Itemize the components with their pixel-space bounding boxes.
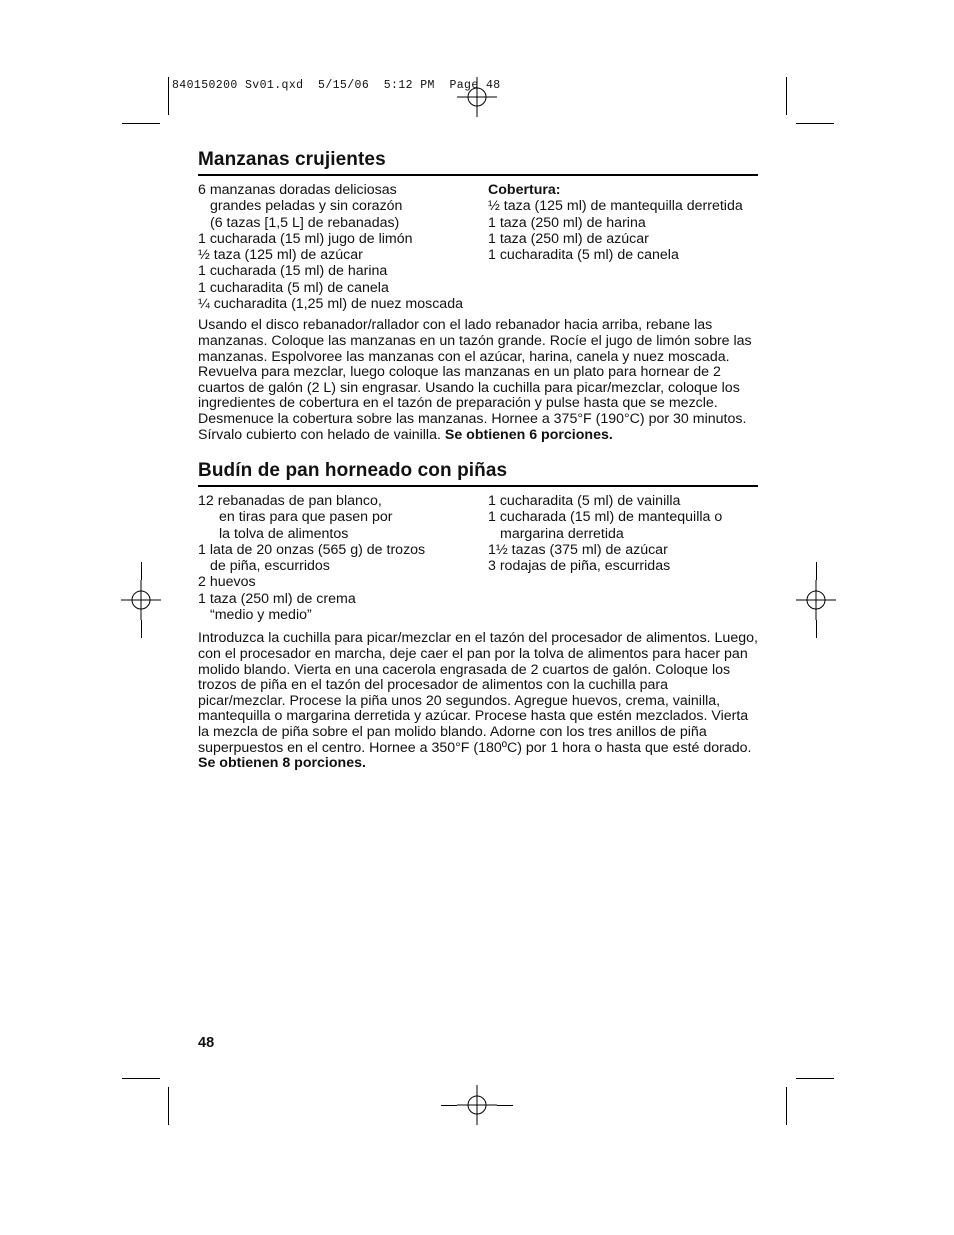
ingredient-line: 1 cucharada (15 ml) de harina [198,263,388,280]
ingredient-line: ½ taza (125 ml) de azúcar [198,247,363,264]
ingredients [198,182,758,312]
ingredient-line: 2 huevos [198,574,256,591]
ingredient-line: 1 cucharada (15 ml) de mantequilla o [488,509,723,526]
recipe-manzanas [198,149,758,457]
registration-mark-left [121,580,161,620]
ingredient-line: ¼ cucharadita (1,25 ml) de nuez moscada [198,296,463,313]
ingredient-line: la tolva de alimentos [219,525,349,542]
crop-mark-bottom-left-h [122,1078,160,1079]
ingredient-line: 1 cucharadita (5 ml) de vainilla [488,493,681,509]
ingredient-line: margarina derretida [500,525,624,542]
registration-arm-bottom-left [441,1105,457,1106]
recipe-title: Budín de pan horneado con piñas [198,460,758,487]
servings: Se obtienen 8 porciones. [198,755,366,772]
ingredient-line: 1 taza (250 ml) de harina [488,214,646,231]
ingredient-line: ½ taza (125 ml) de mantequilla derretida [488,198,743,215]
instructions [198,318,758,443]
servings: Se obtienen 6 porciones. [444,426,613,443]
ingredient-line: 1 cucharadita (5 ml) de canela [198,279,389,296]
page-number: 48 [198,1035,215,1051]
ingredient-line: 12 rebanadas de pan blanco, [198,493,382,509]
ingredient-line: 1 taza (250 ml) de azúcar [488,230,649,247]
crop-mark-bottom-right-v [786,1087,787,1125]
ingredient-line: de piña, escurridos [210,558,330,575]
ingredient-line: 1½ tazas (375 ml) de azúcar [488,541,668,558]
registration-arm-bottom-right [497,1105,513,1106]
ingredients [198,493,758,623]
ingredients-right [488,182,758,312]
ingredient-line: 1 cucharada (15 ml) jugo de limón [198,230,413,247]
ingredient-line: 1 lata de 20 onzas (565 g) de trozos [198,541,426,558]
ingredients-right [488,493,758,623]
crop-mark-top-right-h [796,123,834,124]
ingredient-line: 6 manzanas doradas deliciosas [198,182,397,198]
file-slug: 840150200 Sv01.qxd 5/15/06 5:12 PM Page 48 [172,79,501,92]
crop-mark-top-left-h [122,123,160,124]
registration-arm-left-bottom [141,620,142,638]
ingredient-line: 3 rodajas de piña, escurridas [488,558,671,575]
ingredient-line: (6 tazas [1,5 L] de rebanadas) [210,214,400,231]
ingredient-line: “medio y medio” [210,607,312,624]
ingredient-line: en tiras para que pasen por [219,509,393,526]
crop-mark-bottom-right-h [796,1078,834,1079]
instructions-text: Introduzca la cuchilla para picar/mezclar en el tazón del procesador de alimentos. Luego, con el procesador en marcha, deje caer el pan por la tolva de alimentos para hacer pan molido blando. Vierta en una cacerola engrasada de 2 cuartos de galón. Coloque los trozos de piña en el tazón del procesador de alimentos con la cuchilla para picar/mezclar. Procese la piña unos 20 segundos. Agregue huevos, crema, vainilla, mantequilla o margarina derretida y azúcar. Procese hasta que estén mezclados. Vierta la mezcla de piña sobre el pan molido blando. Adorne con los tres anillos de piña superpuestos en el centro. Hornee a 350°F (180ºC) por 1 hora o hasta que esté dorado. [198,630,758,756]
registration-mark-bottom [457,1085,497,1125]
registration-mark-right [796,580,836,620]
registration-arm-right-top [816,562,817,580]
topping-heading: Cobertura: [488,182,561,198]
crop-mark-bottom-left-v [168,1087,169,1125]
crop-mark-top-left-v [168,77,169,115]
ingredient-line: 1 taza (250 ml) de crema [198,590,356,607]
ingredients-left [198,182,488,312]
recipe-budin [198,460,758,786]
instructions [198,631,758,771]
crop-mark-top-right-v [786,77,787,115]
ingredients-left [198,493,488,623]
ingredient-line: grandes peladas y sin corazón [210,198,403,215]
recipe-title: Manzanas crujientes [198,149,758,176]
registration-arm-left-top [141,562,142,580]
instructions-text: Usando el disco rebanador/rallador con el lado rebanador hacia arriba, rebane las manzanas. Coloque las manzanas en un tazón grande. Rocíe el jugo de limón sobre las manzanas. Espolvoree las manzanas con el azúcar, harina, canela y nuez moscada. Revuelva para mezclar, luego coloque las manzanas en un plato para hornear de 2 cuartos de galón (2 L) sin engrasar. Usando la cuchilla para picar/mezclar, coloque los ingredientes de cobertura en el tazón de preparación y pulse hasta que se mezcle. Desmenuce la cobertura sobre las manzanas. Hornee a 375°F (190°C) por 30 minutos. Sírvalo cubierto con helado de vainilla. [198,317,752,443]
registration-arm-right-bottom [816,620,817,638]
ingredient-line: 1 cucharadita (5 ml) de canela [488,247,679,264]
